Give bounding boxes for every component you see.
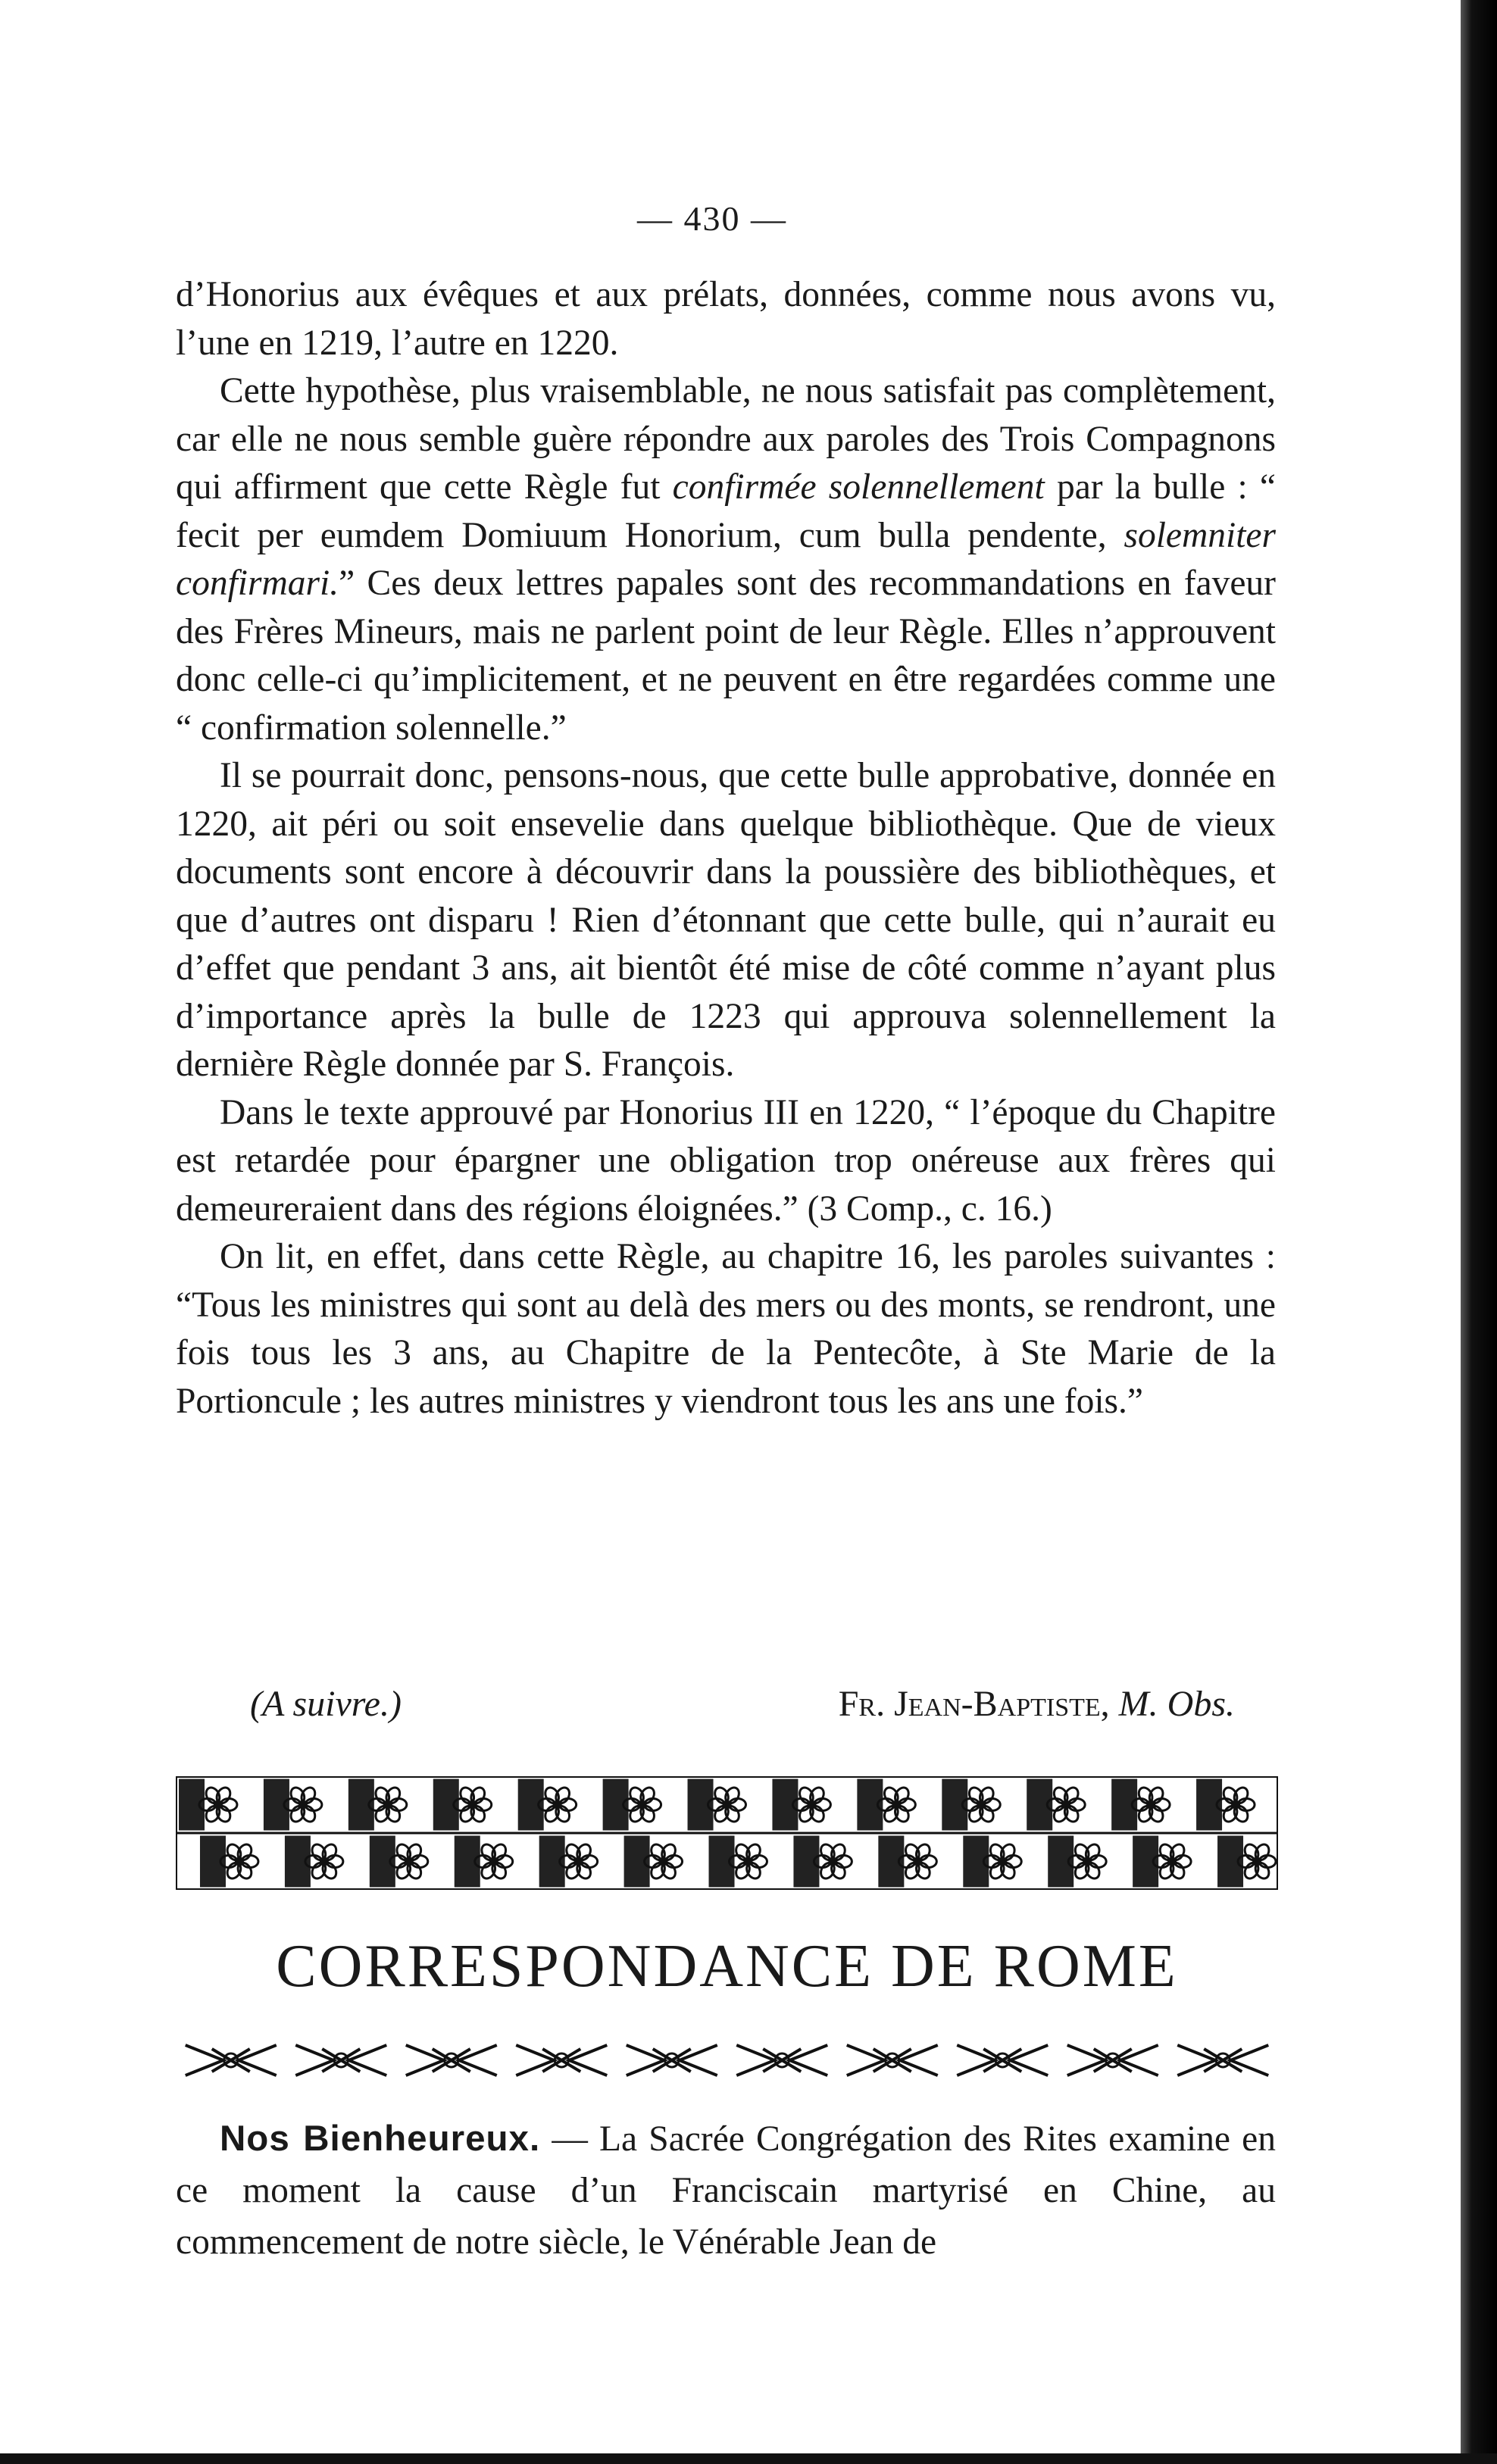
text-run: par la bulle : “ fecit per eumdem Domiuum Honorium, cum bulla pendente, bbox=[176, 467, 1276, 555]
section-body: — La Sacrée Congrégation des Rites examine en ce moment la cause d’un Franciscain martyrisé en Chine, au commencement de notre siècle, le Vénérable Jean de bbox=[176, 2119, 1276, 2262]
section-text bbox=[176, 2113, 1276, 2268]
italic-phrase: solemniter confirmari. bbox=[176, 515, 1276, 603]
chevron-ornament bbox=[627, 2045, 717, 2075]
chevron-ornament bbox=[847, 2045, 938, 2075]
chevron-ornament bbox=[957, 2045, 1048, 2075]
page-number: — 430 — bbox=[637, 199, 787, 238]
text-run: d’Honorius aux évêques et aux prélats, données, comme nous avons vu, l’une en 1219, l’autre en 1220. bbox=[176, 275, 1276, 363]
paragraph bbox=[176, 1233, 1276, 1426]
ornament-band bbox=[176, 1776, 1278, 1890]
chevron-ornament bbox=[295, 2045, 386, 2075]
paragraph bbox=[176, 367, 1276, 752]
chevron-ornament bbox=[406, 2045, 497, 2075]
article-text bbox=[176, 271, 1276, 1426]
paragraph bbox=[176, 271, 1276, 367]
chevron-ornament bbox=[516, 2045, 607, 2075]
continuation-note: (A suivre.) bbox=[250, 1684, 402, 1724]
ornament-line bbox=[176, 2030, 1278, 2091]
section-paragraph bbox=[176, 2113, 1276, 2268]
chevron-ornament bbox=[736, 2045, 827, 2075]
chevron-ornament bbox=[186, 2045, 277, 2075]
text-run: Il se pourrait donc, pensons-nous, que cette bulle approbative, donnée en 1220, ait péri ou soit ensevelie dans quelque bibliothèque. Que de vieux documents sont encore à découvrir dans la poussière des bibliothèques, et que d’autres ont disparu ! Rien d’étonnant que cette bulle, qui n’aurait eu d’effet que pendant 3 ans, ait bientôt été mise de côté comme n’ayant plus d’importance après la bulle de 1223 qui approuva solennellement la dernière Règle donnée par S. François. bbox=[176, 756, 1276, 1084]
text-run: On lit, en effet, dans cette Règle, au chapitre 16, les paroles suivantes : “Tous les ministres qui sont au delà des mers ou des monts, se rendront, une fois tous les 3 ans, au Chapitre de la Pentecôte, à Ste Marie de la Portioncule ; les autres ministres y viendront tous les ans une fois.” bbox=[176, 1237, 1276, 1421]
author-order: M. Obs. bbox=[1118, 1684, 1235, 1724]
italic-phrase: confirmée solennellement bbox=[672, 467, 1045, 507]
author-signature bbox=[839, 1683, 1235, 1725]
text-run: ” Ces deux lettres papales sont des recommandations en faveur des Frères Mineurs, mais ne parlent point de leur Règle. Elles n’approuvent donc celle-ci qu’implicitement, et ne peuvent en être regardées comme une “ confirmation solennelle.” bbox=[176, 564, 1276, 748]
paragraph bbox=[176, 1089, 1276, 1234]
chevron-ornament bbox=[1177, 2045, 1268, 2075]
section-title: CORRESPONDANCE DE ROME bbox=[276, 1933, 1178, 2000]
paragraph bbox=[176, 752, 1276, 1089]
section-lead-in: Nos Bienheureux. bbox=[220, 2119, 541, 2159]
author-name: Fr. Jean-Baptiste, bbox=[838, 1684, 1119, 1724]
text-run: Dans le texte approuvé par Honorius III en 1220, “ l’époque du Chapitre est retardée pour épargner une obligation trop onéreuse aux frères qui demeureraient dans des régions éloignées.” (3 Comp., c. 16.) bbox=[176, 1092, 1276, 1229]
signature-line bbox=[250, 1683, 1235, 1732]
chevron-ornament bbox=[1067, 2045, 1158, 2075]
bottom-page-edge bbox=[0, 2453, 1497, 2464]
right-page-edge bbox=[1461, 0, 1497, 2464]
text-run: Cette hypothèse, plus vraisemblable, ne nous satisfait pas complètement, car elle ne nous semble guère répondre aux paroles des Trois Compagnons qui affirment que cette Règle fut bbox=[176, 371, 1276, 507]
